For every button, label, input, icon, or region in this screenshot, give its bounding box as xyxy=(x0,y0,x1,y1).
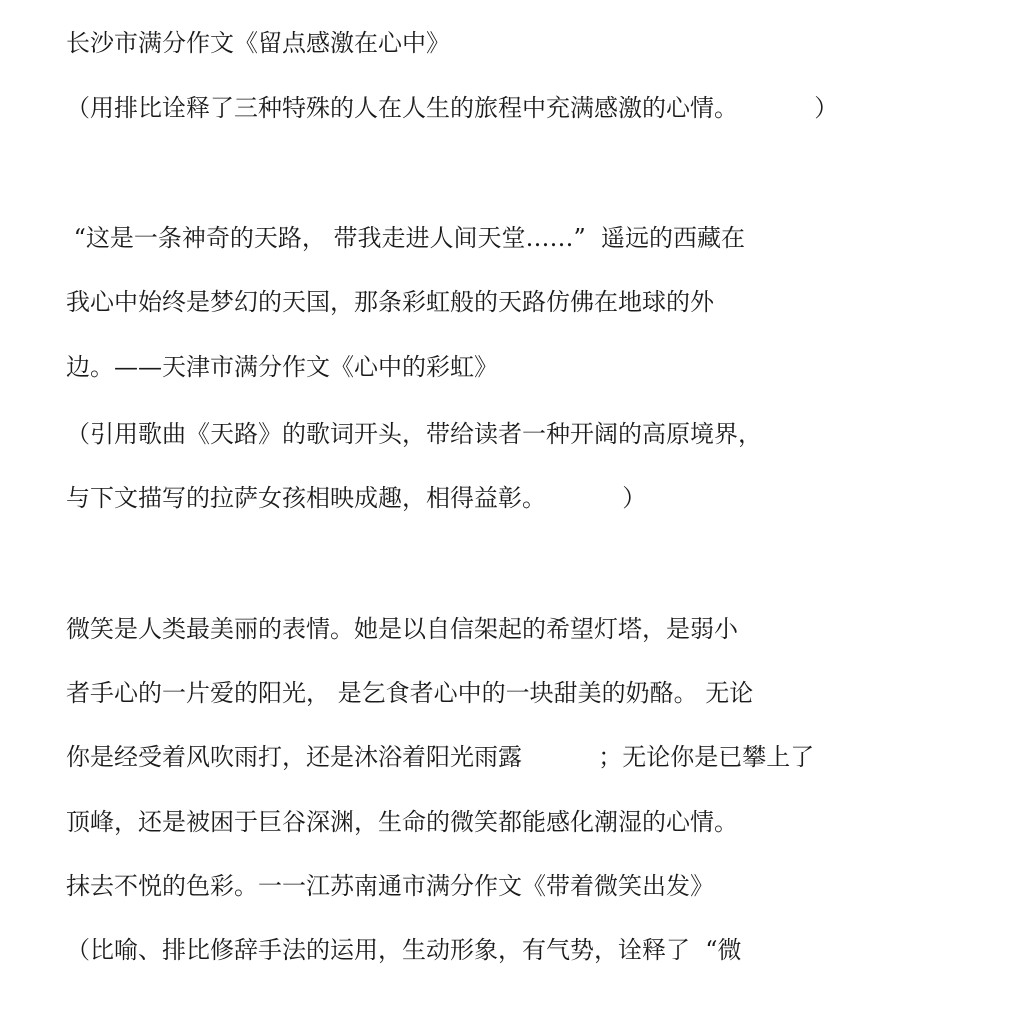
text-line: 顶峰，还是被困于巨谷深渊，生命的微笑都能感化潮湿的心情。 xyxy=(66,808,738,836)
text-line: 抹去不悦的色彩。一一江苏南通市满分作文《带着微笑出发》 xyxy=(66,872,714,900)
text-line: “这是一条神奇的天路， 带我走进人间天堂……” 遥远的西藏在 xyxy=(66,224,746,252)
text-line: 你是经受着风吹雨打，还是沐浴着阳光雨露 ；无论你是已攀上了 xyxy=(66,743,815,771)
text-line: （比喻、排比修辞手法的运用，生动形象，有气势，诠释了 “微 xyxy=(66,936,742,964)
text-line: 者手心的一片爱的阳光， 是乞食者心中的一块甜美的奶酪。 无论 xyxy=(66,679,754,707)
text-line: 我心中始终是梦幻的天国，那条彩虹般的天路仿佛在地球的外 xyxy=(66,288,714,316)
text-line: 与下文描写的拉萨女孩相映成趣，相得益彰。 ） xyxy=(66,484,647,512)
text-line: 边。——天津市满分作文《心中的彩虹》 xyxy=(66,353,498,381)
text-line: （用排比诠释了三种特殊的人在人生的旅程中充满感激的心情。 ） xyxy=(66,94,839,122)
text-line: 微笑是人类最美丽的表情。她是以自信架起的希望灯塔，是弱小 xyxy=(66,615,738,643)
text-line: 长沙市满分作文《留点感激在心中》 xyxy=(66,29,450,57)
text-line: （引用歌曲《天路》的歌词开头，带给读者一种开阔的高原境界， xyxy=(66,420,762,448)
